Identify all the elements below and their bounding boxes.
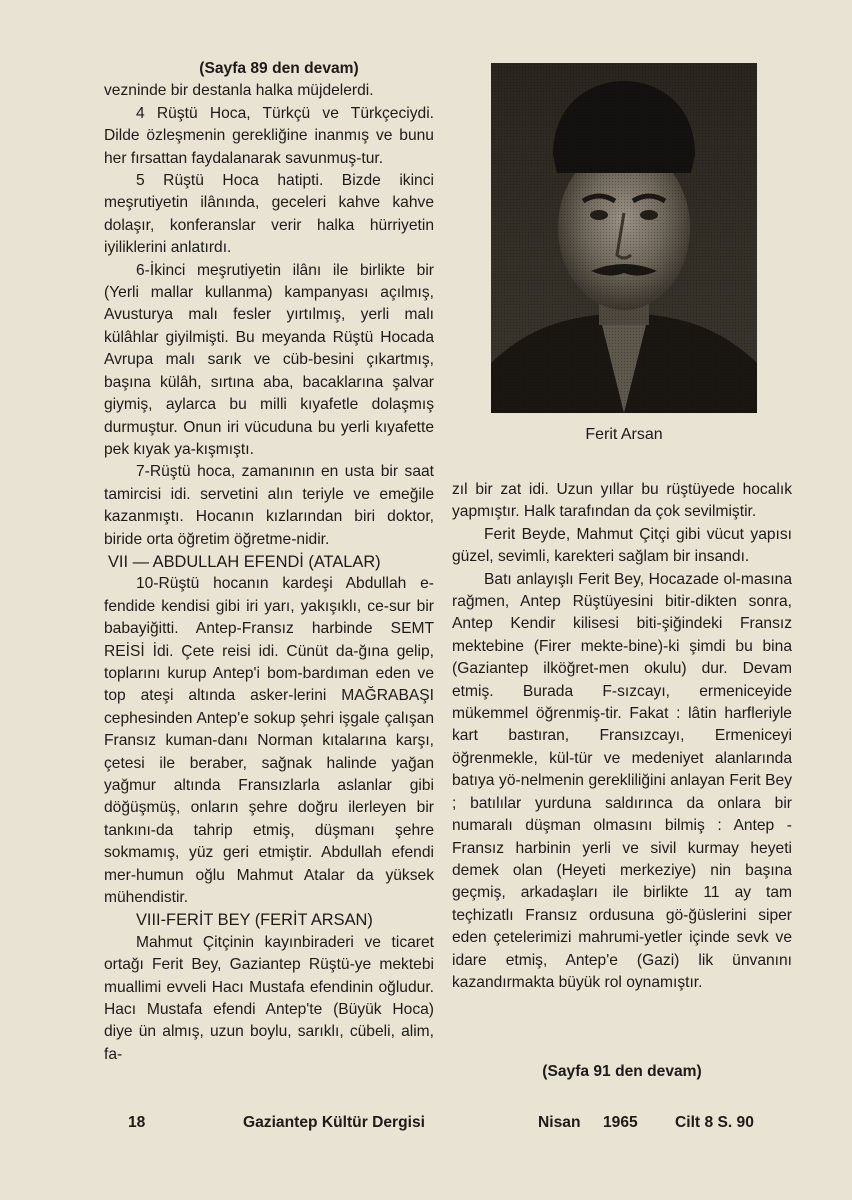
paragraph: Mahmut Çitçinin kayınbiraderi ve ticaret ortağı Ferit Bey, Gaziantep Rüştü-ye mektebi muallimi evveli Hacı Mustafa efendinin oğludur. Hacı Mustafa efendi Antep'te (Büyük Hoca) diye ün almış, uzun boylu, sarıklı, cübeli, alim, fa- (104, 933, 434, 1063)
portrait-photo (491, 63, 757, 413)
issue-month: Nisan (538, 1114, 581, 1131)
photo-caption: Ferit Arsan (585, 426, 663, 443)
paragraph: zıl bir zat idi. Uzun yıllar bu rüştüyede hocalık yapmıştır. Halk tarafından da çok sevilmiştir. (452, 481, 792, 521)
paragraph: vezninde bir destanla halka müjdelerdi. (104, 82, 374, 100)
journal-name: Gaziantep Kültür Dergisi (243, 1114, 425, 1131)
paragraph: 10-Rüştü hocanın kardeşi Abdullah e-fendide kendisi gibi iri yarı, yakışıklı, ce-sur bir babayiğitti. Antep-Fransız harbinde SEMT REİSİ İdi. Çete reisi idi. Cünüt da-ğına gelip, toplarını kurup Antep'i bom-bardıman eden ve top ateşi altında asker-lerini MAĞRABAŞI cephesinden Antep'e sokup şehri işgale çalışan Fransız kuman-danı Norman kıtalarına karşı, çetesi ile beraber, sağnak halinde yağan yağmur altında Fransızlarla aslanlar gibi döğüşmüş, onların şehre doğru ilerleyen bir tankını-da tahrip etmiş, düşmanı şehre sokmamış, yüz geri etmiştir. Abdullah efendi mer-humun oğlu Mahmut Atalar da yüksek mühendistir. (104, 575, 434, 907)
left-column (104, 58, 434, 1066)
issue-volume: Cilt 8 S. 90 (675, 1114, 754, 1131)
paragraph: 5 Rüştü Hoca hatipti. Bizde ikinci meşrutiyetin ilânında, geceleri kahve kahve dolaşır, konferanslar verir halka hürriyetin iyiliklerini anlatırdı. (104, 172, 434, 257)
paragraph: 6-İkinci meşrutiyetin ilânı ile birlikte bir (Yerli mallar kullanma) kampanyası açılmış, Avusturya malı fesler yırtılmış, yerli malı külâhlar giyilmişti. Bu meyanda Rüştü Hocada Avrupa malı sarık ve cüb-besini çıkartmış, başına külâh, sırtına aba, bacaklarına şalvar giymiş, aylarca bu milli kıyafetle dolaşmış durmuştur. Onun iri vücuduna bu yerli kıyafette pek kıyak ya-kışmıştı. (104, 261, 434, 458)
section-heading: VII — ABDULLAH EFENDİ (ATALAR) (108, 552, 381, 571)
right-column (452, 479, 792, 994)
paragraph: Ferit Beyde, Mahmut Çitçi gibi vücut yapısı güzel, sevimli, karekteri sağlam bir insandı. (452, 525, 792, 566)
paragraph: 4 Rüştü Hoca, Türkçü ve Türkçeciydi. Dilde özleşmenin gerekliğine inanmış ve bunu her fırsattan faydalanarak savunmuş-tur. (104, 104, 434, 167)
continued-to-note: (Sayfa 91 den devam) (542, 1063, 702, 1080)
paragraph: Batı anlayışlı Ferit Bey, Hocazade ol-masına rağmen, Antep Rüştüyesini bitir-dikten sonra, Antep Kendir kilisesi biti-şiğindeki Fransız mektebine (Firer mekte-bine)-ki şimdi bu bina (Gaziantep ilköğret-men okulu) dur. Devam etmiş. Burada F-sızcayı, ermeniceyide mükemmel öğrenmiş-tir. Fakat : lâtin harfleriyle kart bastıran, Fransızcayı, Ermeniceyi öğrenmekle, kül-tür ve medeniyet alanlarında batıya yö-nelmenin gerekliliğini anlayan Ferit Bey ; batılılar yurduna saldırınca da onlara bir numaralı düşman olmasını bilmiş : Antep -Fransız harbinin yerli ve sivil kurmay heyeti demek olan (Heyeti merkeziye) nin başına geçmiş, arkadaşları ile birlikte 11 ay tam teçhizatlı Fransız ordusuna gö-ğüslerini siper eden çetelerimizi mahrumi-yetler içinde sevk ve idare etmiş, Antep'e (Gazi) lik ünvanını kazandırmakta büyük rol oynamıştır. (452, 570, 792, 991)
portrait-image (491, 63, 757, 413)
issue-year: 1965 (603, 1114, 638, 1131)
section-heading: VIII-FERİT BEY (FERİT ARSAN) (136, 911, 373, 930)
page-number: 18 (128, 1114, 146, 1131)
paragraph: 7-Rüştü hoca, zamanının en usta bir saat tamircisi idi. servetini alın teriyle ve emeğile kazanmıştı. Hocanın kızlarından biri doktor, biride orta öğretim öğretme-nidir. (104, 463, 434, 548)
continued-from-note: (Sayfa 89 den devam) (199, 60, 359, 77)
page-footer (0, 1114, 852, 1138)
